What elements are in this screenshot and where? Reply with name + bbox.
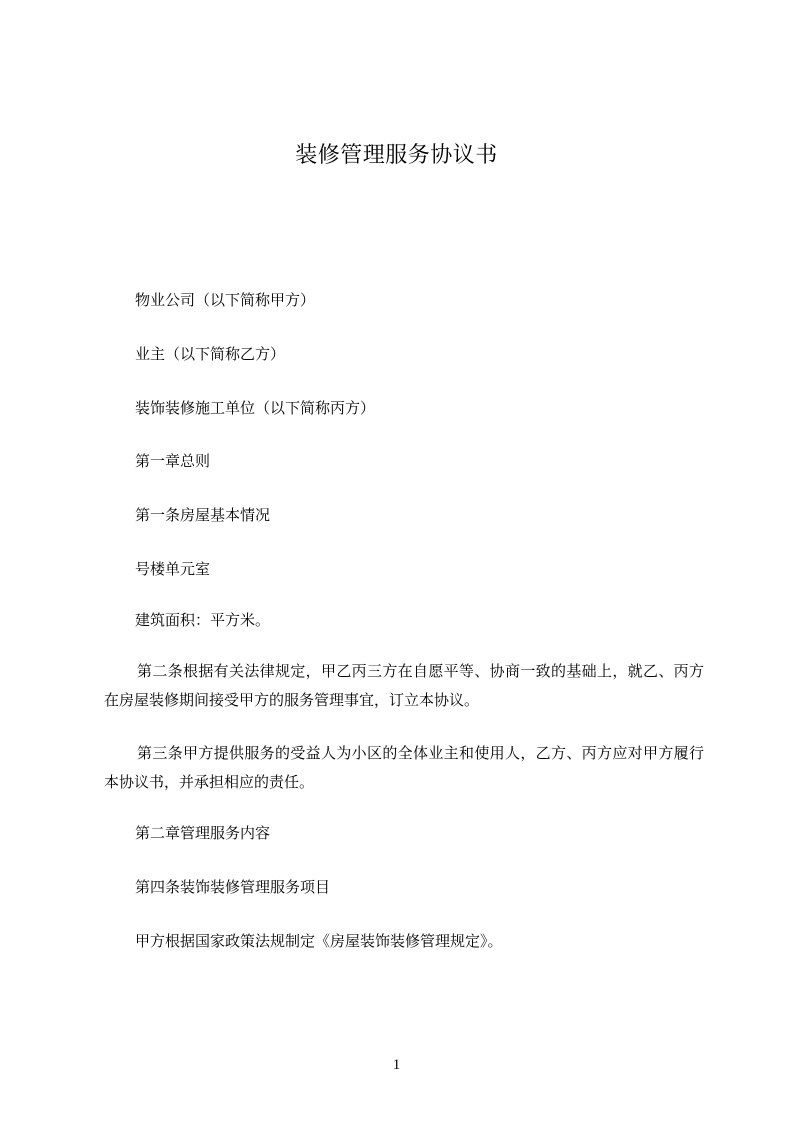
paragraph-party-a: 物业公司（以下简称甲方）	[135, 291, 316, 309]
paragraph-party-c: 装饰装修施工单位（以下简称丙方）	[135, 399, 376, 417]
paragraph-address: 号楼单元室	[135, 560, 211, 578]
paragraph-regulations: 甲方根据国家政策法规制定《房屋装饰装修管理规定》。	[135, 932, 503, 950]
document-title: 装修管理服务协议书	[295, 143, 498, 168]
article-2-paragraph: 第二条根据有关法律规定，甲乙丙三方在自愿平等、协商一致的基础上，就乙、丙方在房屋装修期间接受甲方的服务管理事宜，订立本协议。	[104, 662, 704, 709]
paragraph-party-b: 业主（以下简称乙方）	[135, 345, 286, 363]
chapter-heading-2: 第二章管理服务内容	[135, 824, 271, 842]
paragraph-area: 建筑面积：平方米。	[135, 611, 271, 629]
chapter-heading-1: 第一章总则	[135, 452, 211, 470]
article-heading-4: 第四条装饰装修管理服务项目	[135, 878, 331, 896]
article-3-paragraph: 第三条甲方提供服务的受益人为小区的全体业主和使用人，乙方、丙方应对甲方履行本协议书，并承担相应的责任。	[104, 744, 704, 791]
page-number: 1	[392, 1057, 401, 1073]
article-heading-1: 第一条房屋基本情况	[135, 506, 271, 524]
